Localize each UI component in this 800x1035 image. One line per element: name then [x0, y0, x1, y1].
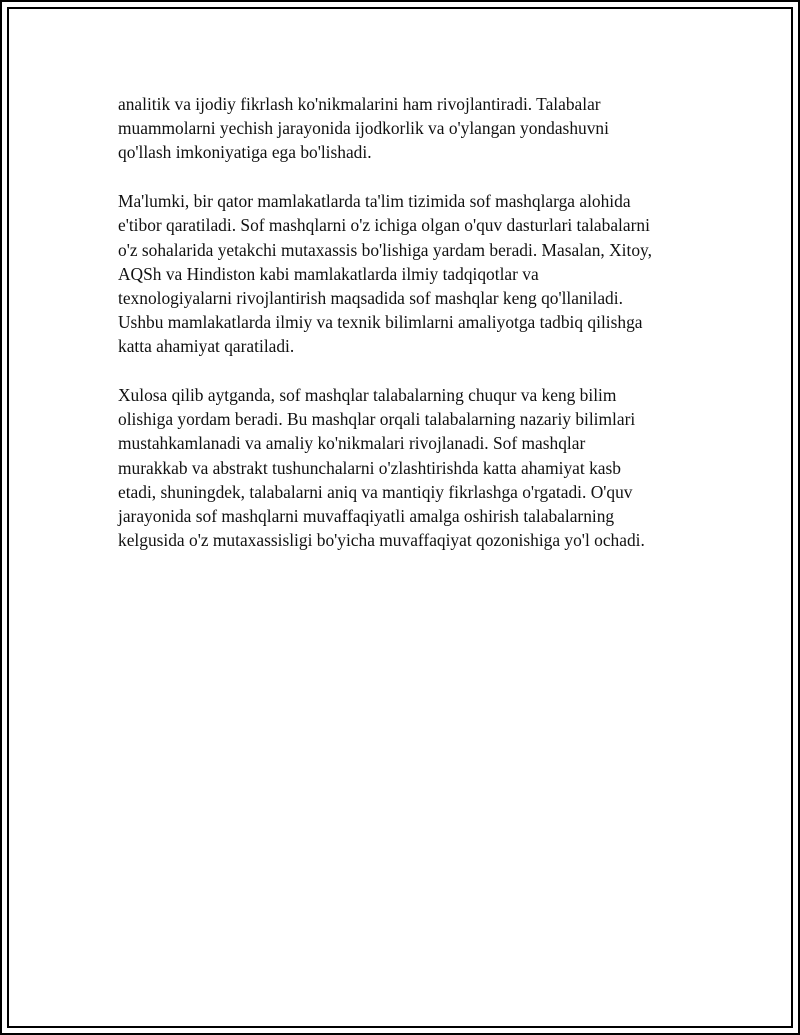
text-line: jarayonida sof mashqlarni muvaffaqiyatli amalga oshirish talabalarning: [118, 506, 615, 527]
text-line: muammolarni yechish jarayonida ijodkorlik va o'ylangan yondashuvni: [118, 118, 609, 139]
text-line: Ma'lumki, bir qator mamlakatlarda ta'lim tizimida sof mashqlarga alohida: [118, 191, 631, 212]
text-line: katta ahamiyat qaratiladi.: [118, 336, 295, 357]
paragraph-2: [118, 189, 688, 358]
text-line: mustahkamlanadi va amaliy ko'nikmalari rivojlanadi. Sof mashqlar: [118, 433, 586, 454]
text-line: Xulosa qilib aytganda, sof mashqlar talabalarning chuqur va keng bilim: [118, 385, 617, 406]
text-line: o'z sohalarida yetakchi mutaxassis bo'lishiga yardam beradi. Masalan, Xitoy,: [118, 239, 652, 260]
text-line: analitik va ijodiy fikrlash ko'nikmalarini ham rivojlantiradi. Talabalar: [118, 94, 601, 114]
text-line: qo'llash imkoniyatiga ega bo'lishadi.: [118, 142, 372, 163]
text-line: AQSh va Hindiston kabi mamlakatlarda ilmiy tadqiqotlar va: [118, 263, 539, 284]
text-line: texnologiyalarni rivojlantirish maqsadida sof mashqlar keng qo'llaniladi.: [118, 287, 623, 308]
paragraph-1: [118, 92, 688, 165]
text-line: Ushbu mamlakatlarda ilmiy va texnik bilimlarni amaliyotga tadbiq qilishga: [118, 312, 643, 333]
paragraph-3: [118, 383, 688, 552]
text-line: olishiga yordam beradi. Bu mashqlar orqali talabalarning nazariy bilimlari: [118, 409, 636, 430]
text-line: kelgusida o'z mutaxassisligi bo'yicha muvaffaqiyat qozonishiga yo'l ochadi.: [118, 530, 645, 551]
document-body: [118, 92, 688, 577]
text-line: murakkab va abstrakt tushunchalarni o'zlashtirishda katta ahamiyat kasb: [118, 457, 621, 478]
text-line: etadi, shuningdek, talabalarni aniq va mantiqiy fikrlashga o'rgatadi. O'quv: [118, 481, 633, 502]
text-line: e'tibor qaratiladi. Sof mashqlarni o'z ichiga olgan o'quv dasturlari talabalarni: [118, 215, 650, 236]
